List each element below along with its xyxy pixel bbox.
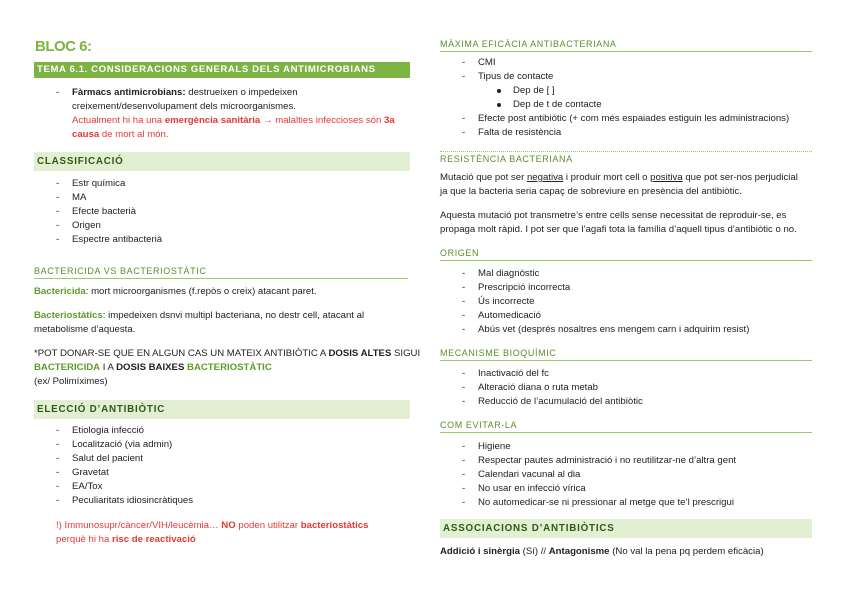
origen-heading: ORIGEN xyxy=(440,248,812,261)
resistencia-p1-line1: Mutació que pot ser negativa i produir mort cell o positiva que pot ser-nos perjudicial xyxy=(440,172,798,183)
list-item: Inactivació del fc xyxy=(478,368,549,379)
mecanisme-heading: MECANISME BIOQUÍMIC xyxy=(440,348,812,361)
bullet-dash: - xyxy=(462,497,466,508)
list-item: Respectar pautes administració i no reutilitzar-ne d’altra gent xyxy=(478,455,737,466)
resistencia-p1-line2: ja que la bacteria seria capaç de sobreviure en presència del antibiòtic. xyxy=(440,186,742,197)
farmacs-line2: creixement/desenvolupament dels microorganismes. xyxy=(72,101,296,112)
bullet-dash: - xyxy=(56,481,60,492)
bullet-circle xyxy=(497,103,501,107)
list-item: Mal diagnòstic xyxy=(478,268,540,279)
bullet-dash: - xyxy=(56,192,60,203)
bloc-title: BLOC 6: xyxy=(35,38,92,55)
list-item: Gravetat xyxy=(72,467,109,478)
farmacs-note-line1: Actualment hi ha una emergència sanitària → malalties infeccioses són 3a xyxy=(72,115,395,126)
bullet-dash: - xyxy=(462,324,466,335)
list-item: Etiologia infecció xyxy=(72,425,144,436)
list-item: Peculiaritats idiosincràtiques xyxy=(72,495,194,506)
bullet-dash: - xyxy=(462,71,466,82)
list-item: Efecte bacterià xyxy=(72,206,136,217)
associacions-text: Addició i sinèrgia (Sí) // Antagonisme (No val la pena pq perdem eficàcia) xyxy=(440,546,764,557)
resistencia-p2-line1: Aquesta mutació pot transmetre’s entre cells sense necessitat de reproduir-se, es xyxy=(440,210,787,221)
list-item: Reducció de l’acumulació del antibiòtic xyxy=(478,396,643,407)
bullet-dash: - xyxy=(56,234,60,245)
bullet-dash: - xyxy=(56,439,60,450)
bullet-dash: - xyxy=(462,310,466,321)
bullet-dash: - xyxy=(462,469,466,480)
bactericida-heading: BACTERICIDA VS BACTERIOSTÀTIC xyxy=(34,266,408,279)
list-item: Localització (via admin) xyxy=(72,439,173,450)
bullet-circle xyxy=(497,89,501,93)
immuno-warning-line2: perquè hi ha risc de reactivació xyxy=(56,534,196,545)
list-item: Prescripció incorrecta xyxy=(478,282,571,293)
farmacs-note-line2: causa de mort al món. xyxy=(72,129,169,140)
resistencia-p2-line2: propaga molt ràpid. I pot ser que l’agafi tota la família d’aquell tipus d’antibiòtic o no. xyxy=(440,224,797,235)
dose-note-example: (ex/ Polimíximes) xyxy=(34,376,108,387)
list-item: Automedicació xyxy=(478,310,541,321)
list-item: Origen xyxy=(72,220,101,231)
maxima-heading: MÀXIMA EFICÀCIA ANTIBACTERIANA xyxy=(440,39,812,52)
list-item: EA/Tox xyxy=(72,481,103,492)
evitar-heading: COM EVITAR-LA xyxy=(440,420,812,433)
bullet-dash: - xyxy=(462,441,466,452)
list-item: Higiene xyxy=(478,441,511,452)
tema-heading: TEMA 6.1. CONSIDERACIONS GENERALS DELS ANTIMICROBIANS xyxy=(34,62,410,78)
bullet-dash: - xyxy=(56,453,60,464)
bullet-dash: - xyxy=(56,220,60,231)
list-item: Calendari vacunal al dia xyxy=(478,469,581,480)
bullet-dash: - xyxy=(462,396,466,407)
bullet-dash: - xyxy=(462,268,466,279)
list-item: No usar en infecció vírica xyxy=(478,483,586,494)
list-item: Alteració diana o ruta metab xyxy=(478,382,598,393)
bullet-dash: - xyxy=(462,57,466,68)
bullet-dash: - xyxy=(462,282,466,293)
maxima-sub2: Dep de t de contacte xyxy=(513,99,602,110)
list-item: No automedicar-se ni pressionar al metge que te’l prescrigui xyxy=(478,497,734,508)
associacions-heading: ASSOCIACIONS D’ANTIBIÒTICS xyxy=(440,519,812,538)
maxima-post: Efecte post antibiòtic (+ com més espaiades estiguin les administracions) xyxy=(478,113,790,124)
list-item: Espectre antibacterià xyxy=(72,234,163,245)
immuno-warning-line1: !) Immunosupr/càncer/VIH/leucèmia… NO poden utilitzar bacteriostàtics xyxy=(56,520,369,531)
dose-note-line2: BACTERICIDA I A DOSIS BAIXES BACTERIOSTÀTIC xyxy=(34,362,272,373)
maxima-tipus: Tipus de contacte xyxy=(478,71,554,82)
bacteriostatic-def: Bacteriostàtics: impedeixen dsnvi multipl bacteriana, no destr cell, atacant al xyxy=(34,310,365,321)
maxima-cmi: CMI xyxy=(478,57,496,68)
bullet-dash: - xyxy=(462,296,466,307)
dose-note-line1: *POT DONAR-SE QUE EN ALGUN CAS UN MATEIX ANTIBIÒTIC A DOSIS ALTES SIGUI xyxy=(34,348,421,359)
bullet-dash: - xyxy=(56,206,60,217)
maxima-sub1: Dep de [ ] xyxy=(513,85,555,96)
bacteriostatic-def-line2: metabolisme d’aquesta. xyxy=(34,324,136,335)
bullet-dash: - xyxy=(462,382,466,393)
list-item: Salut del pacient xyxy=(72,453,143,464)
bullet-dash: - xyxy=(56,178,60,189)
list-item: Ús incorrecte xyxy=(478,296,535,307)
bullet-dash: - xyxy=(462,483,466,494)
bullet-dash: - xyxy=(462,455,466,466)
bullet-dash: - xyxy=(462,368,466,379)
bullet-dash: - xyxy=(462,127,466,138)
maxima-falta: Falta de resistència xyxy=(478,127,562,138)
bactericida-def: Bactericida: mort microorganismes (f.repòs o creix) atacant paret. xyxy=(34,286,317,297)
eleccio-heading: ELECCIÓ D’ANTIBIÒTIC xyxy=(34,400,410,419)
list-item: Abús vet (després nosaltres ens mengem carn i adquirim resist) xyxy=(478,324,750,335)
list-item: Estr química xyxy=(72,178,126,189)
list-item: MA xyxy=(72,192,87,203)
farmacs-line1: Fàrmacs antimicrobians: destrueixen o impedeixen xyxy=(72,87,298,98)
resistencia-heading: RESISTÈNCIA BACTERIANA xyxy=(440,151,812,166)
bullet-dash: - xyxy=(56,495,60,506)
bullet-dash: - xyxy=(56,87,60,98)
bullet-dash: - xyxy=(462,113,466,124)
classificacio-heading: CLASSIFICACIÓ xyxy=(34,152,410,171)
bullet-dash: - xyxy=(56,425,60,436)
bullet-dash: - xyxy=(56,467,60,478)
